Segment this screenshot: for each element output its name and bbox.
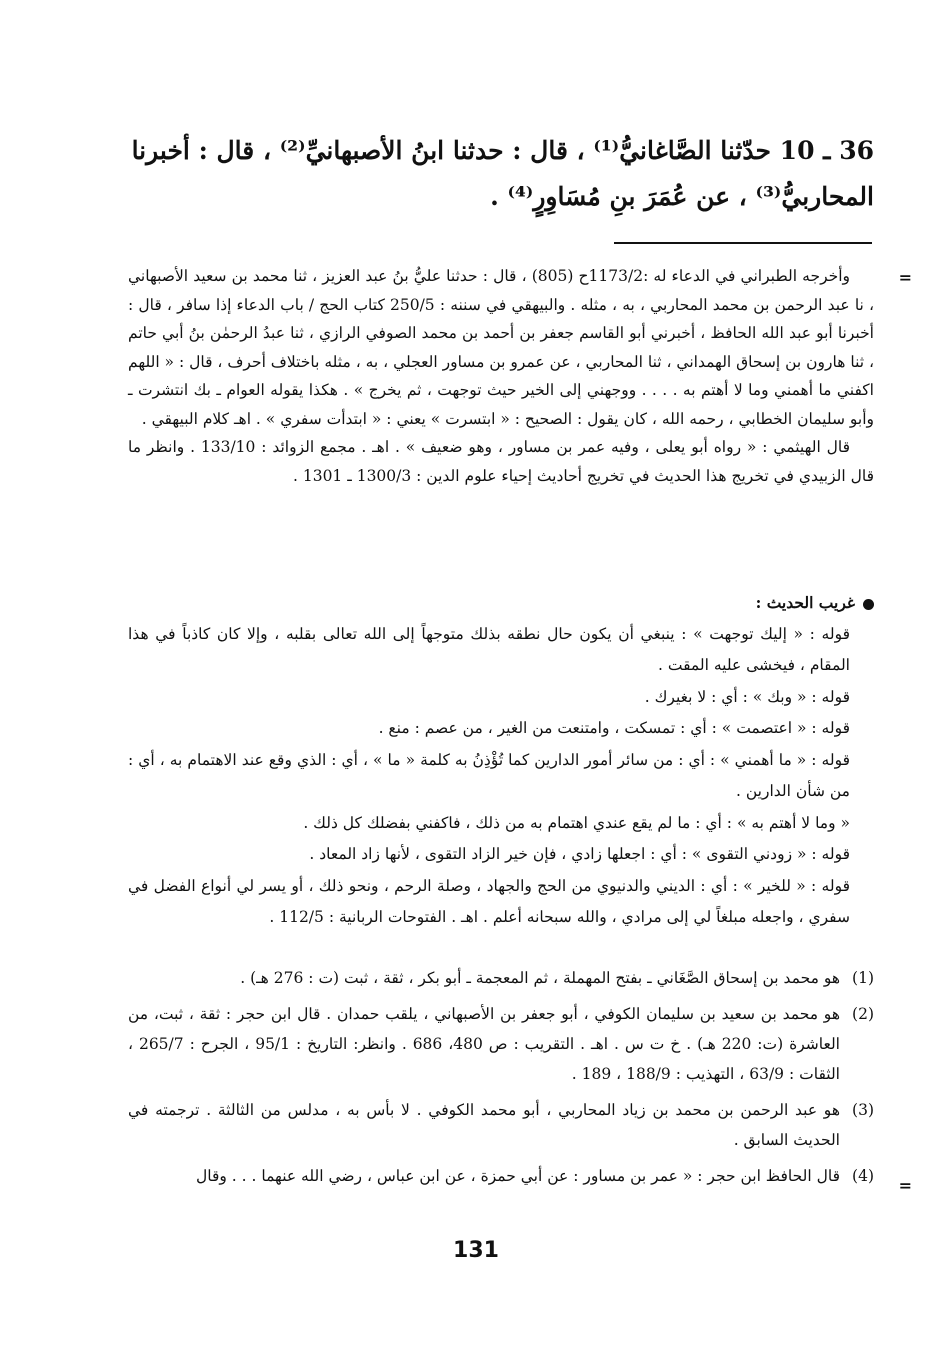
continuation-mark-bottom: =	[898, 1176, 912, 1195]
footnotes-section	[128, 963, 874, 1197]
takhrij-section	[128, 262, 874, 490]
takhrij-paragraph-1: وأخرجه الطبراني في الدعاء له :1173/2ح (805) ، قال : حدثنا عليُّ بنُ عبد العزيز ، ثنا محمد بن سعيد الأصبهاني ، نا عبد الرحمن بن محمد المحاربي ، به ، مثله . والبيهقي في سننه : 250/5 كتاب الحج / باب الدعاء إذا سافر ، قال : أخبرنا أبو عبد الله الحافظ ، أخبرني أبو القاسم جعفر بن أحمد بن محمد الصوفي الرازي ، ثنا عبدُ الرحمٰن بنُ أبي حاتم ، ثنا هارون بن إسحاق الهمداني ، ثنا المحاربي ، عن عمرو بن مساور العجلي ، به ، مثله باختلاف أحرف ، قال : « اللهم اكفني ما أهمني وما لا أهتم به . . . . ووجهني إلى الخير حيث توجهت ، ثم يخرج » . هكذا يقوله العوام ـ بك انتشرت ـ وأبو سليمان الخطابي ، رحمه الله ، كان يقول : الصحيح : « ابتسرت » يعني : « ابتدأت سفري » . اهـ كلام البيهقي .	[128, 267, 875, 428]
footnote-number: (3)	[852, 1101, 874, 1119]
ghareeb-line: قوله : « اعتصمت » : أي : تمسكت ، وامتنعت من الغير ، من عصم : منع .	[378, 719, 850, 737]
takhrij-paragraph-2: قال الهيثمي : « رواه أبو يعلى ، وفيه عمر بن مساور ، وهو ضعيف » . اهـ . مجمع الزوائد : 133/10 . وانظر ما قال الزبيدي في تخريج هذا الحديث في تخريج أحاديث إحياء علوم الدين : 1300/3 ـ 1301 .	[128, 438, 874, 485]
ghareeb-line: قوله : « زودني التقوى » : أي : اجعلها زادي ، فإن خير الزاد التقوى ، لأنها زاد المعاد .	[309, 845, 850, 863]
ghareeb-line: قوله : « للخير » : أي : الديني والدنيوي من الحج والجهاد ، وصلة الرحم ، ونحو ذلك ، أو يسر لي أنواع الفضل في سفري ، واجعله مبلغاً لي إلى مرادي ، والله سبحانه أعلم . اهـ . الفتوحات الربانية : 112/5 .	[128, 876, 850, 926]
footnote-number: (2)	[852, 1005, 874, 1023]
footnote-4	[128, 1161, 874, 1191]
footnote-text: هو عبد الرحمن بن محمد بن زياد المحاربي ، أبو محمد الكوفي . لا بأس به ، مدلس من الثالثة . ترجمته في الحديث السابق .	[128, 1101, 840, 1149]
hadith-text	[120, 128, 874, 220]
footnote-text: هو محمد بن سعيد بن سليمان الكوفي ، أبو جعفر بن الأصبهاني ، يلقب حمدان . قال ابن حجر : ثقة ، ثبت، من العاشرة (ت: 220 هـ) . خ ت س . اهـ . التقريب : ص 480، 686 . وانظر: التاريخ : 95/1 ، الجرح : 265/7 ، الثقات : 63/9 ، التهذيب : 188/9 ، 189 .	[128, 1005, 840, 1083]
ghareeb-line: « وما لا أهتم به » : أي : ما لم يقع عندي اهتمام به من ذلك ، فاكفني بفضلك كل ذلك .	[303, 813, 850, 832]
hadith-line-1: 36 ـ 10 حدّثنا الصَّاغانيُّ⁽¹⁾ ، قال : حدثنا ابنُ الأصبهانيِّ⁽²⁾ ، قال : أخبرنا	[131, 136, 874, 165]
page-number: 131	[453, 1238, 499, 1263]
footnote-1	[128, 963, 874, 993]
continuation-mark-top: =	[898, 268, 912, 287]
ghareeb-section	[128, 587, 874, 934]
ghareeb-line: قوله : « ما أهمني » : أي : من سائر أمور الدارين كما تُؤْذِنُ به كلمة « ما » ، أي : الذي وقع عند الاهتمام به ، أي : من شأن الدارين .	[128, 750, 850, 800]
footnote-3	[128, 1095, 874, 1155]
footnote-separator-line	[614, 242, 872, 244]
footnote-2	[128, 999, 874, 1089]
footnote-number: (1)	[852, 969, 874, 987]
footnote-text: هو محمد بن إسحاق الصَّغَاني ـ بفتح المهملة ، ثم المعجمة ـ أبو بكر ، ثقة ، ثبت (ت : 276 هـ) .	[240, 969, 840, 987]
footnote-text: قال الحافظ ابن حجر : « عمر بن مساور : عن أبي حمزة ، عن ابن عباس ، رضي الله عنهما . . . وقال	[196, 1167, 840, 1185]
hadith-line-2: المحاربيُّ⁽³⁾ ، عن عُمَرَ بنِ مُسَاوِرٍ⁽⁴⁾ .	[490, 182, 874, 211]
ghareeb-heading-text: غريب الحديث :	[755, 593, 855, 612]
ghareeb-heading	[128, 587, 874, 619]
ghareeb-line: قوله : « وبك » : أي : لا بغيرك .	[644, 687, 850, 706]
ghareeb-line: قوله : « إليك توجهت » : ينبغي أن يكون حال نطقه بذلك متوجهاً إلى الله تعالى بقلبه ، وإلا كان كاذباً في هذا المقام ، فيخشى عليه المقت .	[128, 624, 850, 674]
bullet-icon	[863, 599, 874, 610]
footnote-number: (4)	[852, 1167, 874, 1185]
